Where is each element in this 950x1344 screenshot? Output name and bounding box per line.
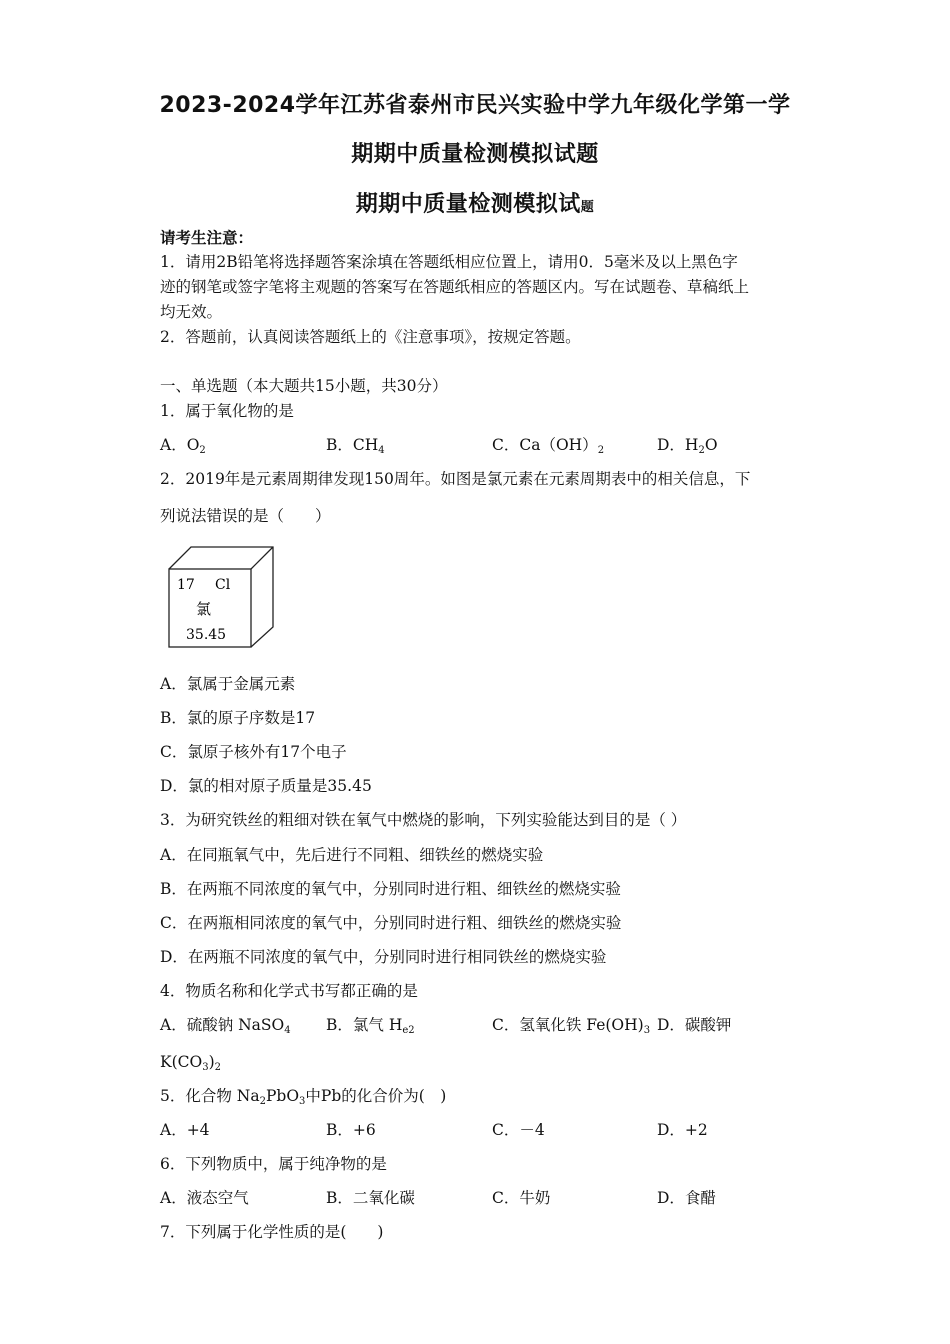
notice-item1-line3: 均无效。 — [160, 303, 223, 321]
exam-title-line3-main: 期期中质量检测模拟试 — [355, 192, 581, 217]
q3-option-c: C．在两瓶相同浓度的氧气中，分别同时进行粗、细铁丝的燃烧实验 — [160, 914, 622, 932]
q1-option-a: A．$O_2$ — [160, 436, 206, 456]
q7-stem: 7．下列属于化学性质的是( ) — [160, 1223, 384, 1241]
section-heading: 一、单选题（本大题共15小题，共30分） — [160, 377, 448, 395]
q1-option-d: D．$H_2O$ — [657, 436, 718, 456]
q5-option-c: C．－4 — [492, 1121, 545, 1139]
q1-stem: 1．属于氧化物的是 — [160, 402, 294, 420]
q2-stem-line1: 2．2019年是元素周期律发现150周年。如图是氯元素在元素周期表中的相关信息，下 — [160, 470, 751, 488]
q1-option-c: C．$Ca(OH)_2$ — [492, 436, 605, 456]
exam-title-line1: 2023-2024学年江苏省泰州市民兴实验中学九年级化学第一学 — [159, 93, 791, 118]
exam-title-line3 — [0, 187, 950, 218]
q6-option-b: B．二氧化碳 — [326, 1189, 415, 1207]
q2-option-d: D．氯的相对原子质量是35.45 — [160, 777, 372, 795]
q1-option-b: B．$CH_4$ — [326, 436, 385, 456]
element-name: 氯 — [196, 600, 212, 618]
q2-stem-line2: 列说法错误的是（ ） — [160, 507, 331, 525]
q3-option-a: A．在同瓶氧气中，先后进行不同粗、细铁丝的燃烧实验 — [160, 846, 544, 864]
q4-option-a: A．硫酸钠 NaSO$_4$ — [160, 1016, 291, 1036]
q5-stem: 5．化合物 $Na_2PbO_3$中Pb的化合价为( ) — [160, 1087, 447, 1107]
q5-option-a: A．+4 — [160, 1121, 210, 1139]
chlorine-element-card — [165, 543, 277, 649]
element-atomic-number: 17 — [177, 577, 195, 593]
q2-option-c: C．氯原子核外有17个电子 — [160, 743, 347, 761]
q4-option-d: D．碳酸钾 — [657, 1016, 732, 1034]
q5-option-d: D．+2 — [657, 1121, 708, 1139]
notice-item2: 2．答题前，认真阅读答题纸上的《注意事项》，按规定答题。 — [160, 328, 581, 346]
q3-stem: 3．为研究铁丝的粗细对铁在氧气中燃烧的影响，下列实验能达到目的是（ ） — [160, 811, 687, 829]
q4-option-c: C．氢氧化铁 $Fe(OH)_3$ — [492, 1016, 651, 1036]
q4-option-b: B．氯气 $H_{e2}$ — [326, 1016, 415, 1036]
q6-option-c: C．牛奶 — [492, 1189, 551, 1207]
q4-option-d-formula: $K(CO_3)_2$ — [160, 1053, 222, 1073]
notice-item1-line2: 迹的钢笔或签字笔将主观题的答案写在答题纸相应的答题区内。写在试题卷、草稿纸上 — [160, 278, 750, 296]
q6-stem: 6．下列物质中，属于纯净物的是 — [160, 1155, 387, 1173]
exam-title-line2: 期期中质量检测模拟试题 — [351, 142, 599, 167]
q6-option-d: D．食醋 — [657, 1189, 716, 1207]
element-symbol: Cl — [215, 577, 231, 593]
q5-option-b: B．+6 — [326, 1121, 376, 1139]
q3-option-b: B．在两瓶不同浓度的氧气中，分别同时进行粗、细铁丝的燃烧实验 — [160, 880, 621, 898]
element-atomic-mass: 35.45 — [186, 627, 227, 643]
notice-item1-line1: 1．请用2B铅笔将选择题答案涂填在答题纸相应位置上，请用0．5毫米及以上黑色字 — [160, 253, 738, 271]
notice-heading: 请考生注意： — [160, 228, 254, 247]
q3-option-d: D．在两瓶不同浓度的氧气中，分别同时进行相同铁丝的燃烧实验 — [160, 948, 607, 966]
q2-option-b: B．氯的原子序数是17 — [160, 709, 316, 727]
q2-option-a: A．氯属于金属元素 — [160, 675, 296, 693]
q4-stem: 4．物质名称和化学式书写都正确的是 — [160, 982, 418, 1000]
q6-option-a: A．液态空气 — [160, 1189, 249, 1207]
exam-title-line3-small: 题 — [580, 200, 595, 215]
